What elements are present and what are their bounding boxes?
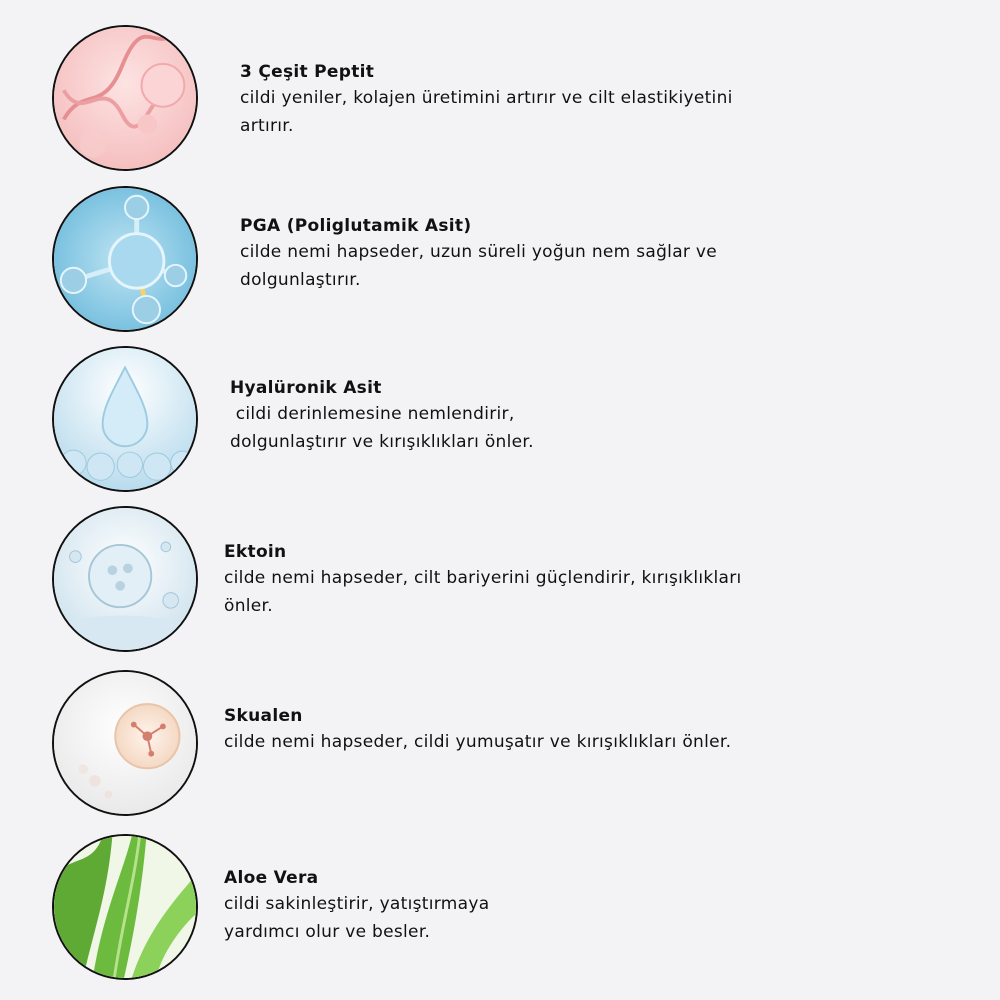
bubble-molecule-icon (52, 506, 198, 652)
dna-peptide-icon (52, 25, 198, 171)
ingredient-title: Hyalüronik Asit (230, 378, 382, 398)
ingredient-description: cildi derinlemesine nemlendirir, dolgunlaştırır ve kırışıklıkları önler. (230, 404, 534, 452)
ingredient-description: cilde nemi hapseder, uzun süreli yoğun nem sağlar ve dolgunlaştırır. (240, 242, 718, 290)
oil-drop-icon (52, 670, 198, 816)
ingredient-description: cildi yeniler, kolajen üretimini artırır ve cilt elastikiyetini artırır. (240, 88, 733, 136)
ingredient-title: Skualen (224, 706, 303, 726)
ingredient-block (240, 60, 880, 140)
ingredient-block (224, 540, 864, 620)
ingredient-block (230, 376, 870, 456)
ingredient-block (224, 704, 864, 756)
ingredient-block (240, 214, 880, 294)
ingredient-title: Aloe Vera (224, 868, 319, 888)
ingredient-block (224, 866, 864, 946)
aloe-leaf-icon (52, 834, 198, 980)
molecule-icon (52, 186, 198, 332)
water-drop-icon (52, 346, 198, 492)
ingredient-title: 3 Çeşit Peptit (240, 62, 375, 82)
ingredient-description: cildi sakinleştirir, yatıştırmaya yardımcı olur ve besler. (224, 894, 490, 942)
ingredient-title: Ektoin (224, 542, 287, 562)
ingredient-description: cilde nemi hapseder, cildi yumuşatır ve kırışıklıkları önler. (224, 732, 732, 752)
ingredient-title: PGA (Poliglutamik Asit) (240, 216, 472, 236)
ingredient-description: cilde nemi hapseder, cilt bariyerini güçlendirir, kırışıklıkları önler. (224, 568, 742, 616)
